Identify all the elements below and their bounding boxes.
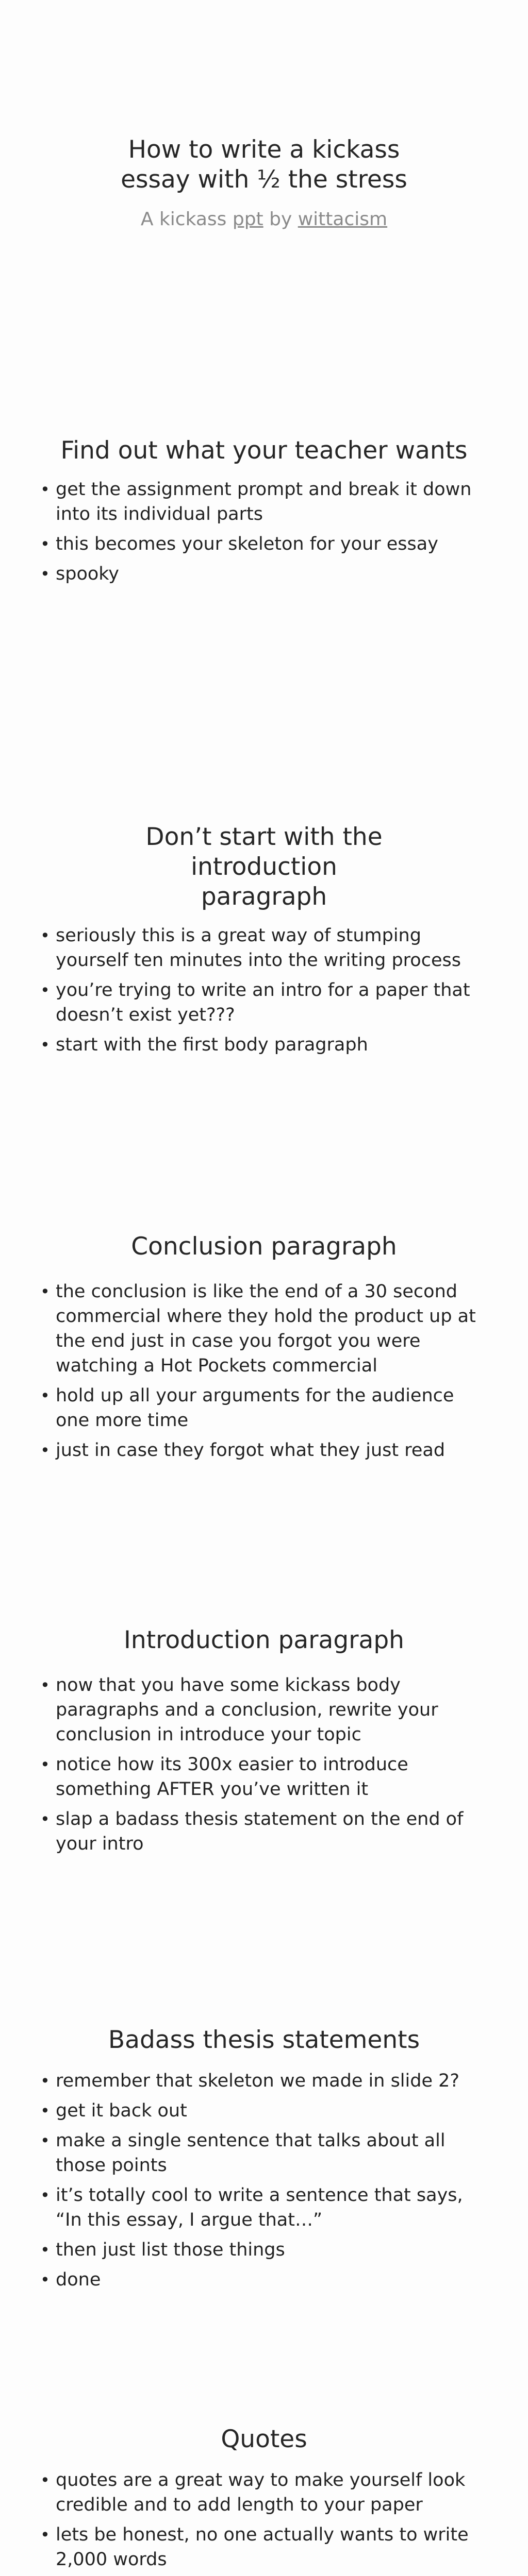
- bullet-item: • start with the first body paragraph: [56, 1032, 478, 1057]
- bullet-item: • now that you have some kickass body paragraphs and a conclusion, rewrite your conclusion in introduce your topic: [56, 1673, 478, 1747]
- bullet-list: [0, 477, 528, 586]
- bullet-item: • this becomes your skeleton for your essay: [56, 532, 478, 556]
- slide-find-out-teacher: [0, 436, 528, 591]
- bullet-item: • slap a badass thesis statement on the end of your intro: [56, 1807, 478, 1856]
- slide-quotes: [0, 2425, 528, 2576]
- slide-title: Find out what your teacher wants: [60, 436, 468, 465]
- subtitle-by: by: [269, 209, 292, 230]
- bullet-list: [0, 2468, 528, 2576]
- ppt-link[interactable]: ppt: [232, 209, 263, 230]
- slide-introduction: [0, 1625, 528, 1861]
- bullet-item: • spooky: [56, 562, 478, 586]
- subtitle-prefix: A kickass: [140, 209, 227, 230]
- title-slide: [0, 135, 528, 231]
- slide-dont-start-intro: [0, 822, 528, 1062]
- author-link[interactable]: wittacism: [298, 209, 388, 230]
- bullet-list: [0, 2069, 528, 2292]
- bullet-item: • the conclusion is like the end of a 30 second commercial where they hold the product up at the end just in case you forgot you were watching a Hot Pockets commercial: [56, 1279, 478, 1378]
- bullet-item: • then just list those things: [56, 2238, 478, 2262]
- bullet-list: [0, 1673, 528, 1856]
- bullet-item: • seriously this is a great way of stumping yourself ten minutes into the writing process: [56, 923, 478, 973]
- bullet-item: • lets be honest, no one actually wants to write 2,000 words: [56, 2522, 478, 2572]
- slide-title: Conclusion paragraph: [131, 1232, 397, 1261]
- bullet-list: [0, 1279, 528, 1463]
- bullet-item: • it’s totally cool to write a sentence that says, “In this essay, I argue that…”: [56, 2183, 478, 2232]
- bullet-item: • get the assignment prompt and break it down into its individual parts: [56, 477, 478, 527]
- bullet-item: • make a single sentence that talks about all those points: [56, 2128, 478, 2178]
- slide-thesis: [0, 2025, 528, 2297]
- bullet-item: • just in case they forgot what they just read: [56, 1438, 478, 1463]
- bullet-item: • you’re trying to write an intro for a paper that doesn’t exist yet???: [56, 978, 478, 1027]
- slide-title: Introduction paragraph: [124, 1626, 404, 1654]
- slide-title: Badass thesis statements: [108, 2026, 420, 2054]
- bullet-item: • get it back out: [56, 2098, 478, 2123]
- page-title: How to write a kickass essay with ½ the stress: [121, 135, 407, 194]
- bullet-list: [0, 923, 528, 1057]
- subtitle: [0, 208, 528, 231]
- slide-conclusion: [0, 1232, 528, 1468]
- bullet-item: • remember that skeleton we made in slide 2?: [56, 2069, 478, 2093]
- bullet-item: • done: [56, 2267, 478, 2292]
- slide-title: Don’t start with the introduction paragraph: [145, 823, 383, 911]
- bullet-item: • hold up all your arguments for the audience one more time: [56, 1383, 478, 1433]
- bullet-item: • notice how its 300x easier to introduce something AFTER you’ve written it: [56, 1752, 478, 1802]
- slide-title: Quotes: [221, 2425, 307, 2453]
- bullet-item: • quotes are a great way to make yourself look credible and to add length to your paper: [56, 2468, 478, 2517]
